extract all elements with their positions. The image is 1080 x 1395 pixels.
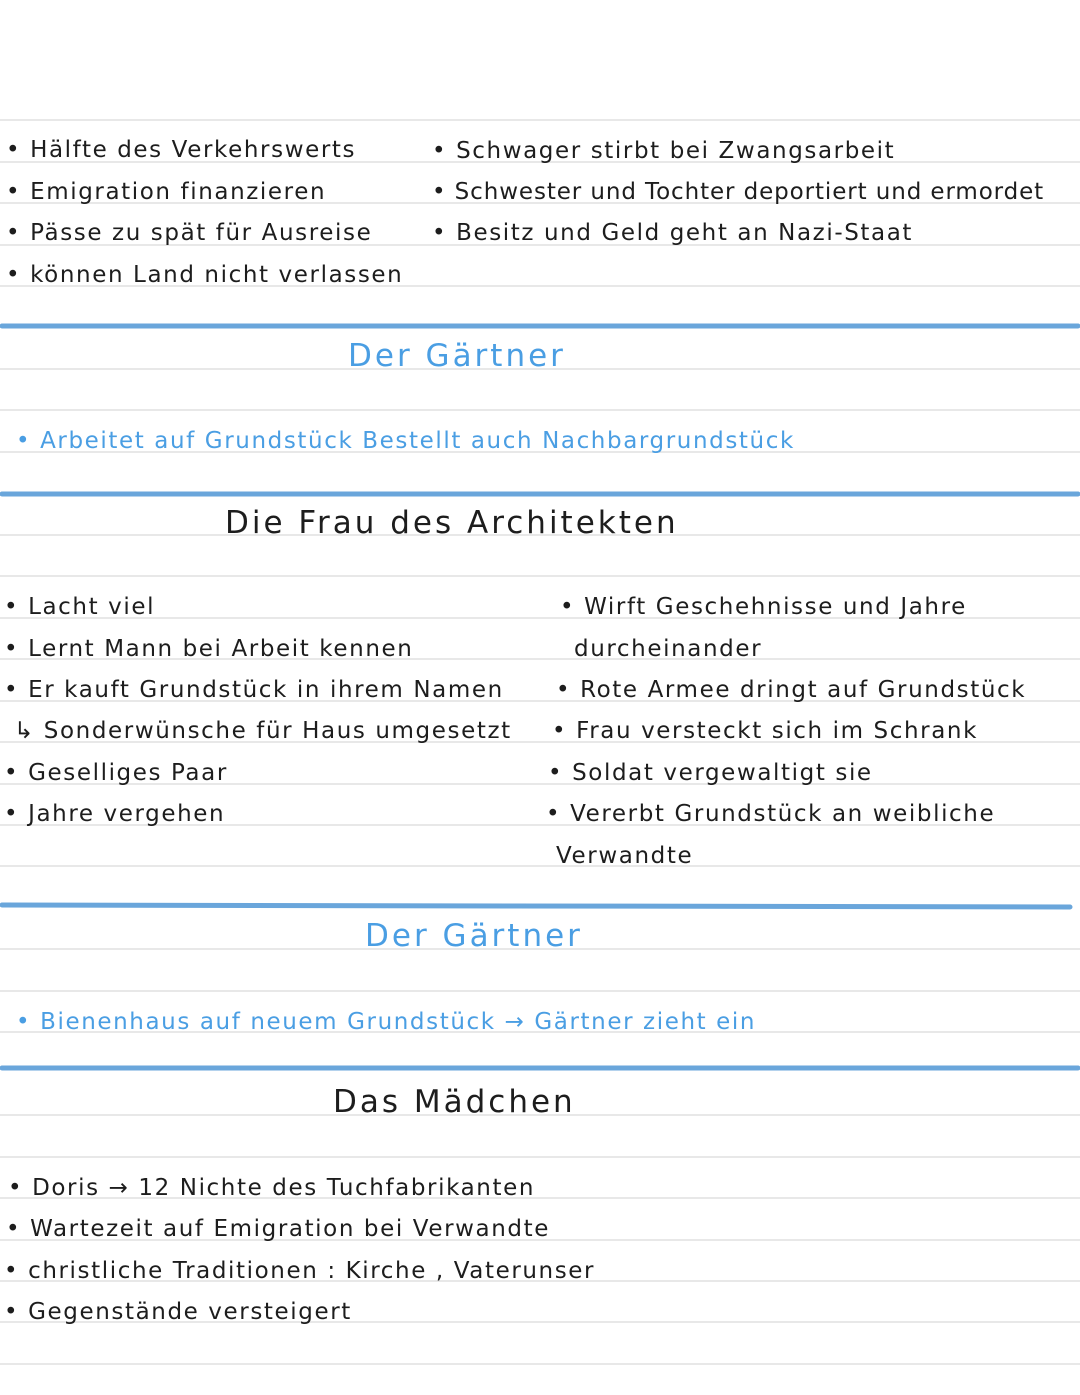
section-heading: Der Gärtner [348, 338, 566, 374]
note-line: • Schwester und Tochter deportiert und ermordet [432, 179, 1045, 205]
note-line: • Arbeitet auf Grundstück Bestellt auch Nachbargrundstück [16, 428, 795, 454]
note-line: • Bienenhaus auf neuem Grundstück → Gärtner zieht ein [16, 1009, 757, 1035]
note-line: • Lernt Mann bei Arbeit kennen [4, 636, 414, 662]
note-line: • Lacht viel [4, 594, 156, 620]
note-line: • Wirft Geschehnisse und Jahre [560, 594, 967, 620]
note-line: • Doris → 12 Nichte des Tuchfabrikanten [8, 1175, 536, 1201]
note-line: durcheinander [574, 636, 763, 662]
note-line: • Hälfte des Verkehrswerts [6, 137, 357, 163]
section-heading: Der Gärtner [365, 918, 583, 954]
note-line: • Jahre vergehen [4, 801, 226, 827]
note-line: • Besitz und Geld geht an Nazi-Staat [432, 220, 914, 246]
note-line: • Wartezeit auf Emigration bei Verwandte [6, 1216, 550, 1242]
note-line: • Schwager stirbt bei Zwangsarbeit [432, 138, 896, 164]
section-heading: Das Mädchen [333, 1084, 576, 1120]
note-line: • Er kauft Grundstück in ihrem Namen [4, 677, 504, 703]
note-line: • Geselliges Paar [4, 760, 228, 786]
note-line: • Rote Armee dringt auf Grundstück [556, 677, 1027, 703]
note-line: • Frau versteckt sich im Schrank [552, 718, 979, 744]
note-line: • Vererbt Grundstück an weibliche [546, 801, 996, 827]
note-line: • Gegenstände versteigert [4, 1299, 352, 1325]
section-heading: Die Frau des Architekten [225, 505, 679, 541]
note-line: • Soldat vergewaltigt sie [548, 760, 873, 786]
note-line: • Pässe zu spät für Ausreise [6, 220, 373, 246]
note-line: • können Land nicht verlassen [6, 262, 404, 288]
note-line: Verwandte [556, 843, 694, 869]
note-line: ↳ Sonderwünsche für Haus umgesetzt [14, 718, 512, 744]
note-line: • Emigration finanzieren [6, 179, 327, 205]
note-line: • christliche Traditionen : Kirche , Vaterunser [4, 1258, 596, 1284]
